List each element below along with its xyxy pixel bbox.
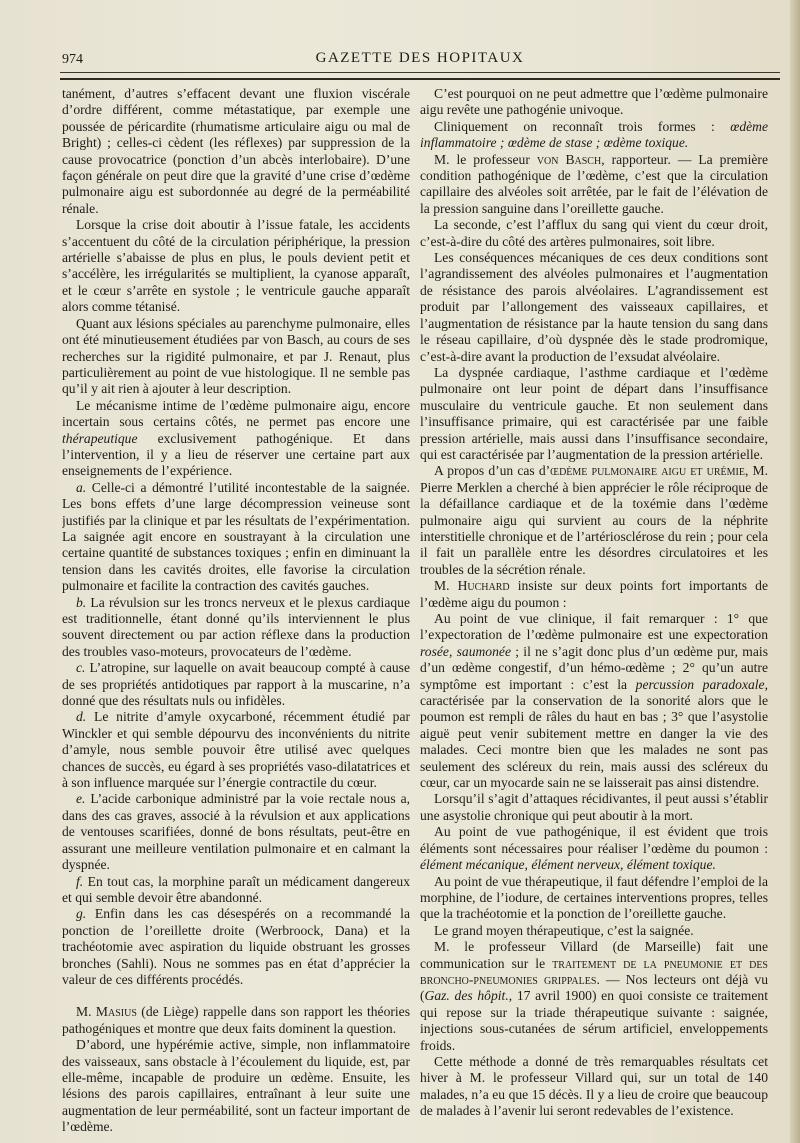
paragraph	[420, 791, 768, 824]
paragraph-text: La seconde, c’est l’afflux du sang qui vient du cœur droit, c’est-à-dire du côté des artères pulmonaires, soit libre.	[420, 217, 768, 249]
paragraph-text: insiste sur deux points fort importants de l’œdème aigu du poumon :	[420, 578, 768, 610]
paragraph-text: Lorsqu’il s’agit d’attaques récidivantes, il peut aussi s’établir une asystolie chronique qui peut aboutir à la mort.	[420, 791, 768, 823]
paragraph	[420, 611, 768, 791]
italic-term: œdème inflammatoire ; œdème de stase ; œdème toxique.	[420, 118, 768, 151]
list-marker: a.	[76, 479, 87, 495]
list-marker: e.	[76, 791, 86, 807]
paragraph-text: Lorsque la crise doit aboutir à l’issue fatale, les accidents s’accentuent du côté de la circulation périphérique, la pression artérielle s’abaisse de plus en plus, le pouls devient petit et s’accélère, les irrégularités se multiplient, la cyanose apparaît, et le cœur s’arrête en systole ; le ventricule gauche apparaît alors comme tétanisé.	[62, 217, 410, 315]
list-item	[62, 595, 410, 661]
page-number: 974	[62, 52, 83, 67]
section-topic: œdème pulmonaire aigu et urémie	[550, 463, 745, 479]
paragraph-text: , M. Pierre Merklen a cherché à bien apprécier le rôle réciproque de la défaillance cardiaque et de la toxémie dans l’œdème pulmonaire aigu qui survient au cours de la néphrite interstitielle chronique et de l’artériosclérose du rein ; pour cela il fait un parallèle entre les désordres circulatoires et les troubles de la sécrétion rénale.	[420, 463, 768, 577]
paragraph-text: La révulsion sur les troncs nerveux et le plexus cardiaque est traditionnelle, étant donné qu’ils interviennent le plus souvent directement ou par action réflexe dans la production des troubles vaso-moteurs, provocateurs de l’œdème.	[62, 594, 410, 659]
paragraph-text: Les conséquences mécaniques de ces deux conditions sont l’agrandissement des alvéoles pulmonaires et l’augmentation de résistance des parois alvéolaires. L’agrandissement est produit par l’allongement des vaisseaux capillaires, et l’augmentation de résistance par la haute tension du sang dans le réseau capillaire, d’où dyspnée dès le stade prodromique, c’est-à-dire avant la production de l’exsudat alvéolaire.	[420, 250, 768, 364]
paragraph	[420, 939, 768, 1054]
paragraph	[420, 463, 768, 578]
list-item	[62, 480, 410, 595]
paragraph-text: Celle-ci a démontré l’utilité incontestable de la saignée. Les bons effets d’une large décompression veineuse sont justifiés par la clinique et par les résultats de l’expérimentation. La saignée agit encore en soustrayant à la circulation une certaine quantité de substances toxiques ; enfin en diminuant la tension dans les cavités droites, elle favorise la circulation pulmonaire et facilite la contraction des cavités gauches.	[62, 479, 410, 594]
paragraph-text: Au point de vue thérapeutique, il faut défendre l’emploi de la morphine, de l’iodure, de certaines interventions propres, telles que la trachéotomie et la ponction de l’oreillette gauche.	[420, 873, 768, 922]
paragraph	[420, 86, 768, 119]
paragraph	[420, 874, 768, 923]
list-marker: f.	[76, 873, 84, 889]
paragraph	[420, 824, 768, 873]
paragraph	[420, 217, 768, 250]
paragraph	[62, 1037, 410, 1135]
list-marker: g.	[76, 906, 87, 922]
list-item	[62, 906, 410, 988]
paragraph-text: exclusivement pathogénique. Et dans l’intervention, il y a lieu de réserver une certaine part aux enseignements de l’expérience.	[62, 430, 410, 479]
list-item	[62, 791, 410, 873]
paragraph-text: Au point de vue pathogénique, il est évident que trois éléments sont nécessaires pour réaliser l’œdème du poumon :	[420, 824, 768, 856]
section-gap	[62, 988, 410, 1004]
journal-title: GAZETTE DES HOPITAUX	[315, 50, 525, 66]
paragraph-text: L’acide carbonique administré par la voie rectale nous a, dans des cas graves, associé à la révulsion et aux applications de ventouses scarifiées, donné de bons résultats, peut-être en assurant une meilleure ventilation pulmonaire et en calmant la dyspnée.	[62, 791, 410, 873]
paragraph-text: Enfin dans les cas désespérés on a recommandé la ponction de l’oreillette droite (Werbroock, Dana) et la trachéotomie avec aspiration du liquide obstruant les grosses bronches (Sahli). Nous ne sommes pas en état d’apprécier la valeur de ces différents procédés.	[62, 906, 410, 987]
paragraph-text: , caractérisée par la conservation de la sonorité alors que le poumon est rempli de râles du haut en bas ; 3° que l’asystolie aiguë peut venir subitement mettre en danger la vie des malades. Ceci montre bien que les malades ne sont pas seulement des scléreux du rein, mais aussi des scléreux du cœur, car un myocarde sain ne se laisserait pas ainsi distendre.	[420, 676, 768, 791]
italic-term: percussion paradoxale	[635, 676, 765, 692]
paragraph-text: , rapporteur. — La première condition pathogénique de l’œdème, c’est que la circulation capillaire des alvéoles soit arrêtée, par le fait de l’élévation de la pression sanguine dans l’oreillette gauche.	[420, 151, 768, 216]
paragraph-text: Au point de vue clinique, il fait remarquer : 1° que l’expectoration de l’œdème pulmonaire est une expectoration	[420, 611, 768, 643]
list-marker: c.	[76, 660, 86, 676]
paragraph	[420, 250, 768, 365]
header-rule-thick	[60, 78, 780, 80]
paragraph-text: Cette méthode a donné de très remarquables résultats cet hiver à M. le professeur Villard qui, sur un total de 140 malades, n’a eu que 15 décès. Il y a lieu de croire que beaucoup de malades à l’avenir lui seront redevables de l’existence.	[420, 1053, 768, 1119]
paragraph-text: , 17 avril 1900) en quoi consiste ce traitement qui repose sur la triade thérapeutique suivante : saignée, injections sous-cutanées de sérum artificiel, enveloppements froids.	[420, 988, 768, 1053]
paragraph-text: En tout cas, la morphine paraît un médicament dangereux et qui semble devoir être abandonné.	[62, 873, 410, 905]
paragraph-text: Le mécanisme intime de l’œdème pulmonaire aigu, encore incertain sous certains côtés, ne permet pas encore une	[62, 397, 410, 430]
paragraph	[62, 86, 410, 217]
paragraph-text: tanément, d’autres s’effacent devant une fluxion viscérale d’ordre différent, comme métastatique, par exemple une poussée de péricardite (rhumatisme articulaire aigu ou mal de Bright) ; celles-ci cèdent (les réflexes) par suppression de la cause provocatrice (ponction d’un abcès interlobaire). D’une façon générale on peut dire que la gravité d’une crise d’œdème pulmonaire aigu est subordonnée au degré de la perméabilité rénale.	[62, 86, 410, 216]
paragraph	[62, 398, 410, 480]
italic-term: élément mécanique, élément nerveux, élément toxique.	[420, 857, 716, 873]
author-name: von Basch	[536, 151, 602, 167]
paragraph	[420, 152, 768, 218]
italic-term: rosée, saumonée	[420, 643, 511, 659]
paragraph-text: (de Liège) rappelle dans son rapport les théories pathogéniques et montre que deux faits dominent la question.	[62, 1004, 410, 1036]
paragraph	[62, 1004, 410, 1037]
section-topic: traitement de la pneumonie et des broncho-pneumonies grippales	[420, 955, 768, 987]
left-column	[62, 86, 410, 1136]
paragraph-text: Le nitrite d’amyle oxycarboné, récemment étudié par Winckler et qui semble dépourvu des inconvénients du nitrite d’amyle, nous semble pouvoir être utilisé avec quelques chances de succès, eu égard à ses propriétés vaso-dilatatrices et à son influence marquée sur l’énergie contractile du cœur.	[62, 709, 410, 791]
list-item	[62, 709, 410, 791]
list-item	[62, 874, 410, 907]
paragraph	[420, 119, 768, 152]
paragraph	[62, 316, 410, 398]
paragraph-text: D’abord, une hypérémie active, simple, non inflammatoire des vaisseaux, sans obstacle à l’écoulement du liquide, est, par elle-même, incapable de produire un œdème. Ensuite, les lésions des parois capillaires, entraînant à leur suite une augmentation de leur perméabilité, sont un facteur important de l’œdème.	[62, 1037, 410, 1135]
paragraph	[62, 217, 410, 315]
paragraph-text: M.	[76, 1004, 96, 1020]
paragraph-text: M. le professeur Villard (de Marseille) fait une communication sur le	[420, 939, 768, 971]
list-marker: b.	[76, 594, 87, 610]
paragraph	[420, 578, 768, 611]
paragraph-text: M.	[434, 578, 458, 594]
author-name: Huchard	[457, 578, 510, 594]
paragraph	[420, 1054, 768, 1120]
paragraph-text: Le grand moyen thérapeutique, c’est la saignée.	[434, 922, 694, 938]
paragraph-text: ; il ne s’agit donc plus d’un œdème pur, mais d’un œdème congestif, d’un hémo-œdème ; 2° qu’un autre symptôme est important : c’est la	[420, 643, 768, 692]
right-column	[420, 86, 768, 1136]
paragraph-text: Cliniquement on reconnaît trois formes :	[434, 118, 731, 134]
list-marker: d.	[76, 709, 87, 725]
header-rule-thin	[60, 72, 780, 73]
paragraph-text: M. le professeur	[434, 151, 537, 167]
paragraph-text: La dyspnée cardiaque, l’asthme cardiaque et l’œdème pulmonaire ont leur point de départ dans l’insuffisance musculaire du ventricule gauche. Et non seulement dans l’insuffisance primaire, qui est caractérisée par une faible pression artérielle, mais aussi dans l’insuffisance secondaire, qui est caractérisée par l’augmentation de la pression artérielle.	[420, 364, 768, 462]
paragraph-text: A propos d’un cas d’	[434, 463, 551, 479]
italic-term: thérapeutique	[62, 430, 138, 446]
paragraph-text: C’est pourquoi on ne peut admettre que l’œdème pulmonaire aigu revête une pathogénie univoque.	[420, 86, 768, 118]
paragraph	[420, 923, 768, 939]
page-header	[60, 50, 780, 74]
paragraph-text: . — Nos lecteurs ont déjà vu (	[420, 971, 768, 1004]
paragraph-text: L’atropine, sur laquelle on avait beaucoup compté à cause de ses propriétés antidotiques par rapport à la muscarine, n’a donné que des résultats nuls ou infidèles.	[62, 660, 410, 709]
paragraph-text: Quant aux lésions spéciales au parenchyme pulmonaire, elles ont été minutieusement étudiées par von Basch, au cours de ses recherches sur la rigidité pulmonaire, et par J. Renaut, plus particulièrement au point de vue histologique. Il ne semble pas qu’il y ait rien à ajouter à leur description.	[62, 315, 410, 397]
italic-term: Gaz. des hôpit.	[424, 988, 509, 1004]
page-binding-edge	[790, 0, 800, 1143]
paragraph	[420, 365, 768, 463]
author-name: Masius	[95, 1004, 137, 1020]
list-item	[62, 660, 410, 709]
